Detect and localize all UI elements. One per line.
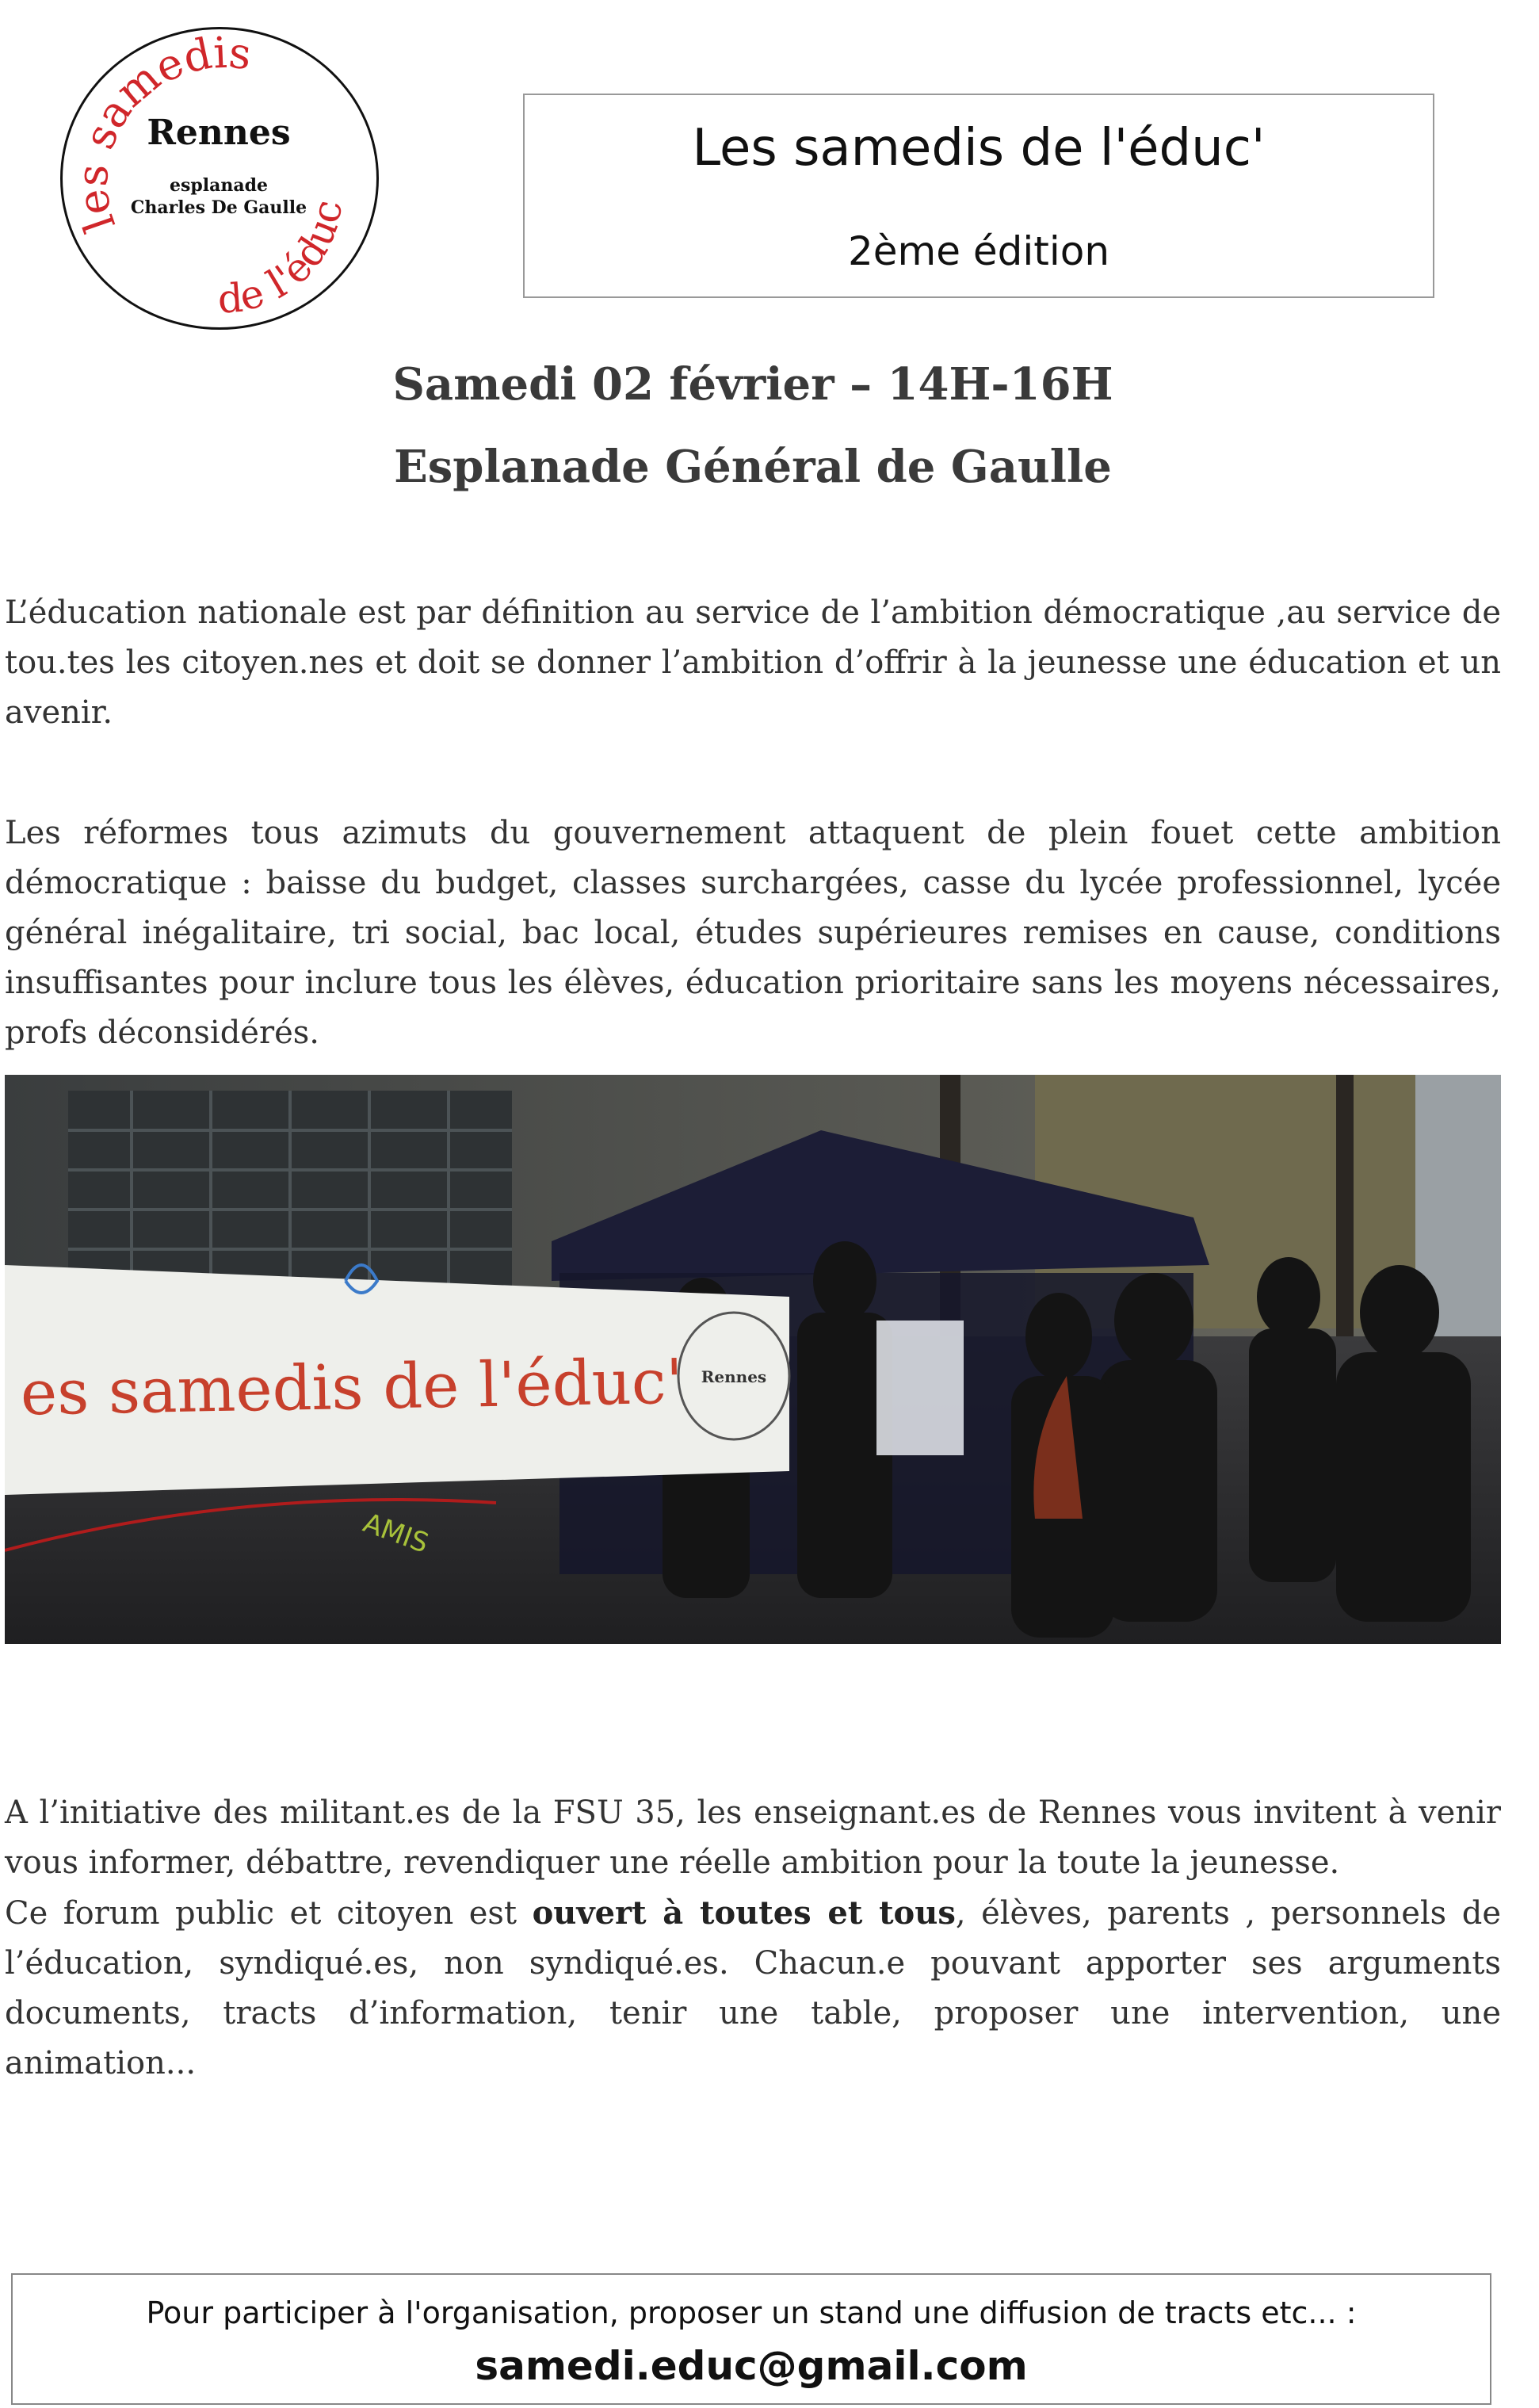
paragraph-text: Les réformes tous azimuts du gouvernement attaquent de plein fouet cette ambition démocratique : baisse du budget, classes surchargées, casse du lycée professionnel, lycée général inégalitaire, tri social, bac local, études supérieures remises en cause, conditions insuffisantes pour inclure tous les élèves, éducation prioritaire sans les moyens nécessaires, profs déconsidérés. (5, 815, 1501, 1051)
paragraph-forum-bold: ouvert à toutes et tous (532, 1894, 956, 1932)
photo-scene (5, 1075, 1501, 1644)
paragraph-invitation (5, 1788, 1501, 2089)
logo-place-line1: esplanade (169, 175, 268, 196)
paragraph-reforms (5, 808, 1501, 1058)
paragraph-forum-start: Ce forum public et citoyen est (5, 1895, 533, 1932)
footer-box (11, 2273, 1491, 2405)
paragraph-forum-end: , élèves, parents , personnels de l’éducation, syndiqué.es, non syndiqué.es. Chacun.e pouvant apporter ses arguments documents, tracts d’information, tenir une table, proposer une intervention, une animation... (5, 1895, 1502, 2081)
paragraph-intro (5, 588, 1501, 738)
photo-banner-text: es samedis de l'éduc' (20, 1346, 684, 1430)
header-box (523, 94, 1434, 298)
logo-place-line2: Charles De Gaulle (130, 197, 307, 218)
event-date: Samedi 02 février – 14H-16H (392, 358, 1113, 411)
paragraph-text: A l’initiative des militant.es de la FSU 35, les enseignant.es de Rennes vous invitent à venir vous informer, débattre, revendiquer une réelle ambition pour la toute la jeunesse. (5, 1795, 1501, 1881)
photo-chalk-text: AMIS (359, 1507, 433, 1560)
paragraph-forum (5, 1888, 1501, 2089)
event-place: Esplanade Général de Gaulle (394, 441, 1112, 493)
paragraph-text: L’éducation nationale est par définition au service de l’ambition démocratique ,au service de tou.tes les citoyen.nes et doit se donner l’ambition d’offrir à la jeunesse une éducation et un avenir. (5, 594, 1501, 731)
logo-arc-top: les samedis (67, 27, 254, 239)
page-title: Les samedis de l'éduc' (692, 119, 1266, 178)
event-photo (5, 1075, 1501, 1644)
page-subtitle: 2ème édition (847, 228, 1110, 274)
footer-text: Pour participer à l'organisation, proposer un stand une diffusion de tracts etc... : (146, 2295, 1357, 2330)
logo-arc-bottom: de l'éduc (216, 197, 352, 323)
logo (60, 27, 377, 328)
logo-place (60, 174, 377, 219)
footer-email[interactable]: samedi.educ@gmail.com (475, 2343, 1028, 2389)
logo-city: Rennes (147, 113, 291, 153)
photo-banner-logo: Rennes (701, 1367, 767, 1386)
